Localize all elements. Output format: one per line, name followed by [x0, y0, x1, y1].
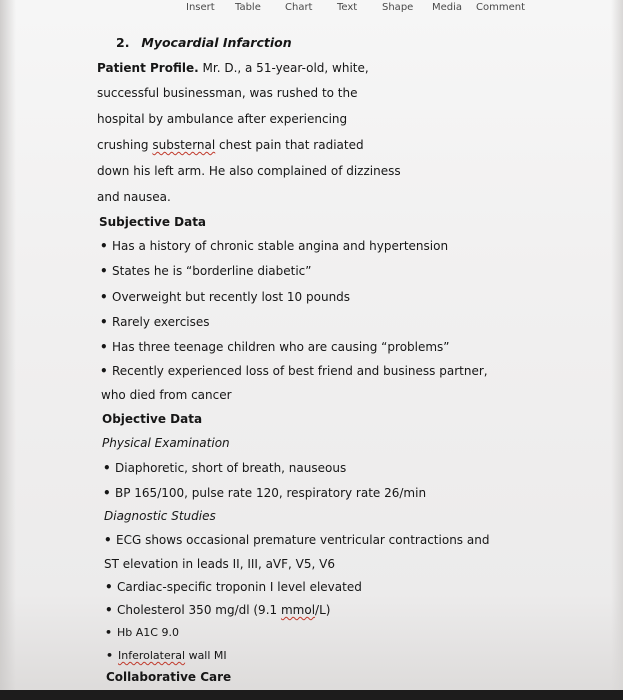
diagnostic-item: • Cholesterol 350 mg/dl (9.1 mmol/L) [105, 603, 331, 617]
section-heading [116, 36, 292, 50]
heading-title: Myocardial Infarction [141, 35, 292, 50]
profile-text-4a: crushing [97, 138, 153, 152]
profile-line-6: and nausea. [97, 190, 171, 204]
profile-line-3: hospital by ambulance after experiencing [97, 112, 348, 126]
diagnostic-continuation: ST elevation in leads II, III, aVF, V5, V6 [104, 557, 335, 571]
toolbar-media[interactable]: Media [432, 2, 463, 13]
spellcheck-word-substernal[interactable]: substernal [152, 138, 216, 152]
left-edge-shadow [0, 0, 16, 700]
subjective-item: • Recently experienced loss of best friend and business partner, [100, 364, 488, 378]
diagnostic-heading: Diagnostic Studies [104, 509, 216, 523]
diagnostic-item: • Inferolateral wall MI [106, 649, 227, 662]
physical-item: • BP 165/100, pulse rate 120, respiratory rate 26/min [103, 486, 427, 500]
toolbar-text[interactable]: Text [337, 2, 358, 13]
profile-line-4 [97, 138, 364, 152]
diagnostic-item: • Cardiac-specific troponin I level elevated [105, 580, 362, 594]
subjective-item: • Rarely exercises [100, 315, 210, 329]
profile-text-4c: chest pain that radiated [215, 138, 364, 152]
subjective-item: • Has a history of chronic stable angina and hypertension [100, 239, 449, 253]
collaborative-heading: Collaborative Care [106, 670, 232, 684]
diagnostic-item: • Hb A1C 9.0 [105, 626, 179, 639]
profile-line-5: down his left arm. He also complained of dizziness [97, 164, 401, 178]
physical-exam-heading: Physical Examination [102, 436, 230, 450]
toolbar-insert[interactable]: Insert [186, 2, 215, 13]
subjective-item: • States he is “borderline diabetic” [100, 264, 312, 278]
subjective-item: • Has three teenage children who are causing “problems” [100, 340, 450, 354]
spellcheck-word-mmol[interactable]: mmol [280, 603, 316, 617]
subjective-heading: Subjective Data [99, 215, 207, 229]
subjective-item: • Overweight but recently lost 10 pounds [100, 290, 351, 304]
bottom-bezel [0, 690, 623, 700]
subjective-continuation: who died from cancer [101, 388, 232, 402]
physical-item: • Diaphoretic, short of breath, nauseous [103, 461, 347, 475]
profile-line-1 [97, 61, 369, 75]
heading-number: 2. [116, 35, 130, 50]
toolbar-chart[interactable]: Chart [285, 2, 313, 13]
toolbar [0, 0, 623, 20]
objective-heading: Objective Data [102, 412, 203, 426]
profile-line-2: successful businessman, was rushed to the [97, 86, 358, 100]
toolbar-shape[interactable]: Shape [382, 2, 414, 13]
diagnostic-item: • ECG shows occasional premature ventricular contractions and [104, 533, 490, 547]
right-edge-shadow [611, 0, 623, 700]
profile-label: Patient Profile. [97, 61, 199, 75]
spellcheck-word-inferolateral[interactable]: Inferolateral [118, 649, 186, 662]
profile-text-1: Mr. D., a 51-year-old, white, [202, 61, 369, 75]
toolbar-comment[interactable]: Comment [476, 2, 525, 13]
toolbar-table[interactable]: Table [235, 2, 261, 13]
